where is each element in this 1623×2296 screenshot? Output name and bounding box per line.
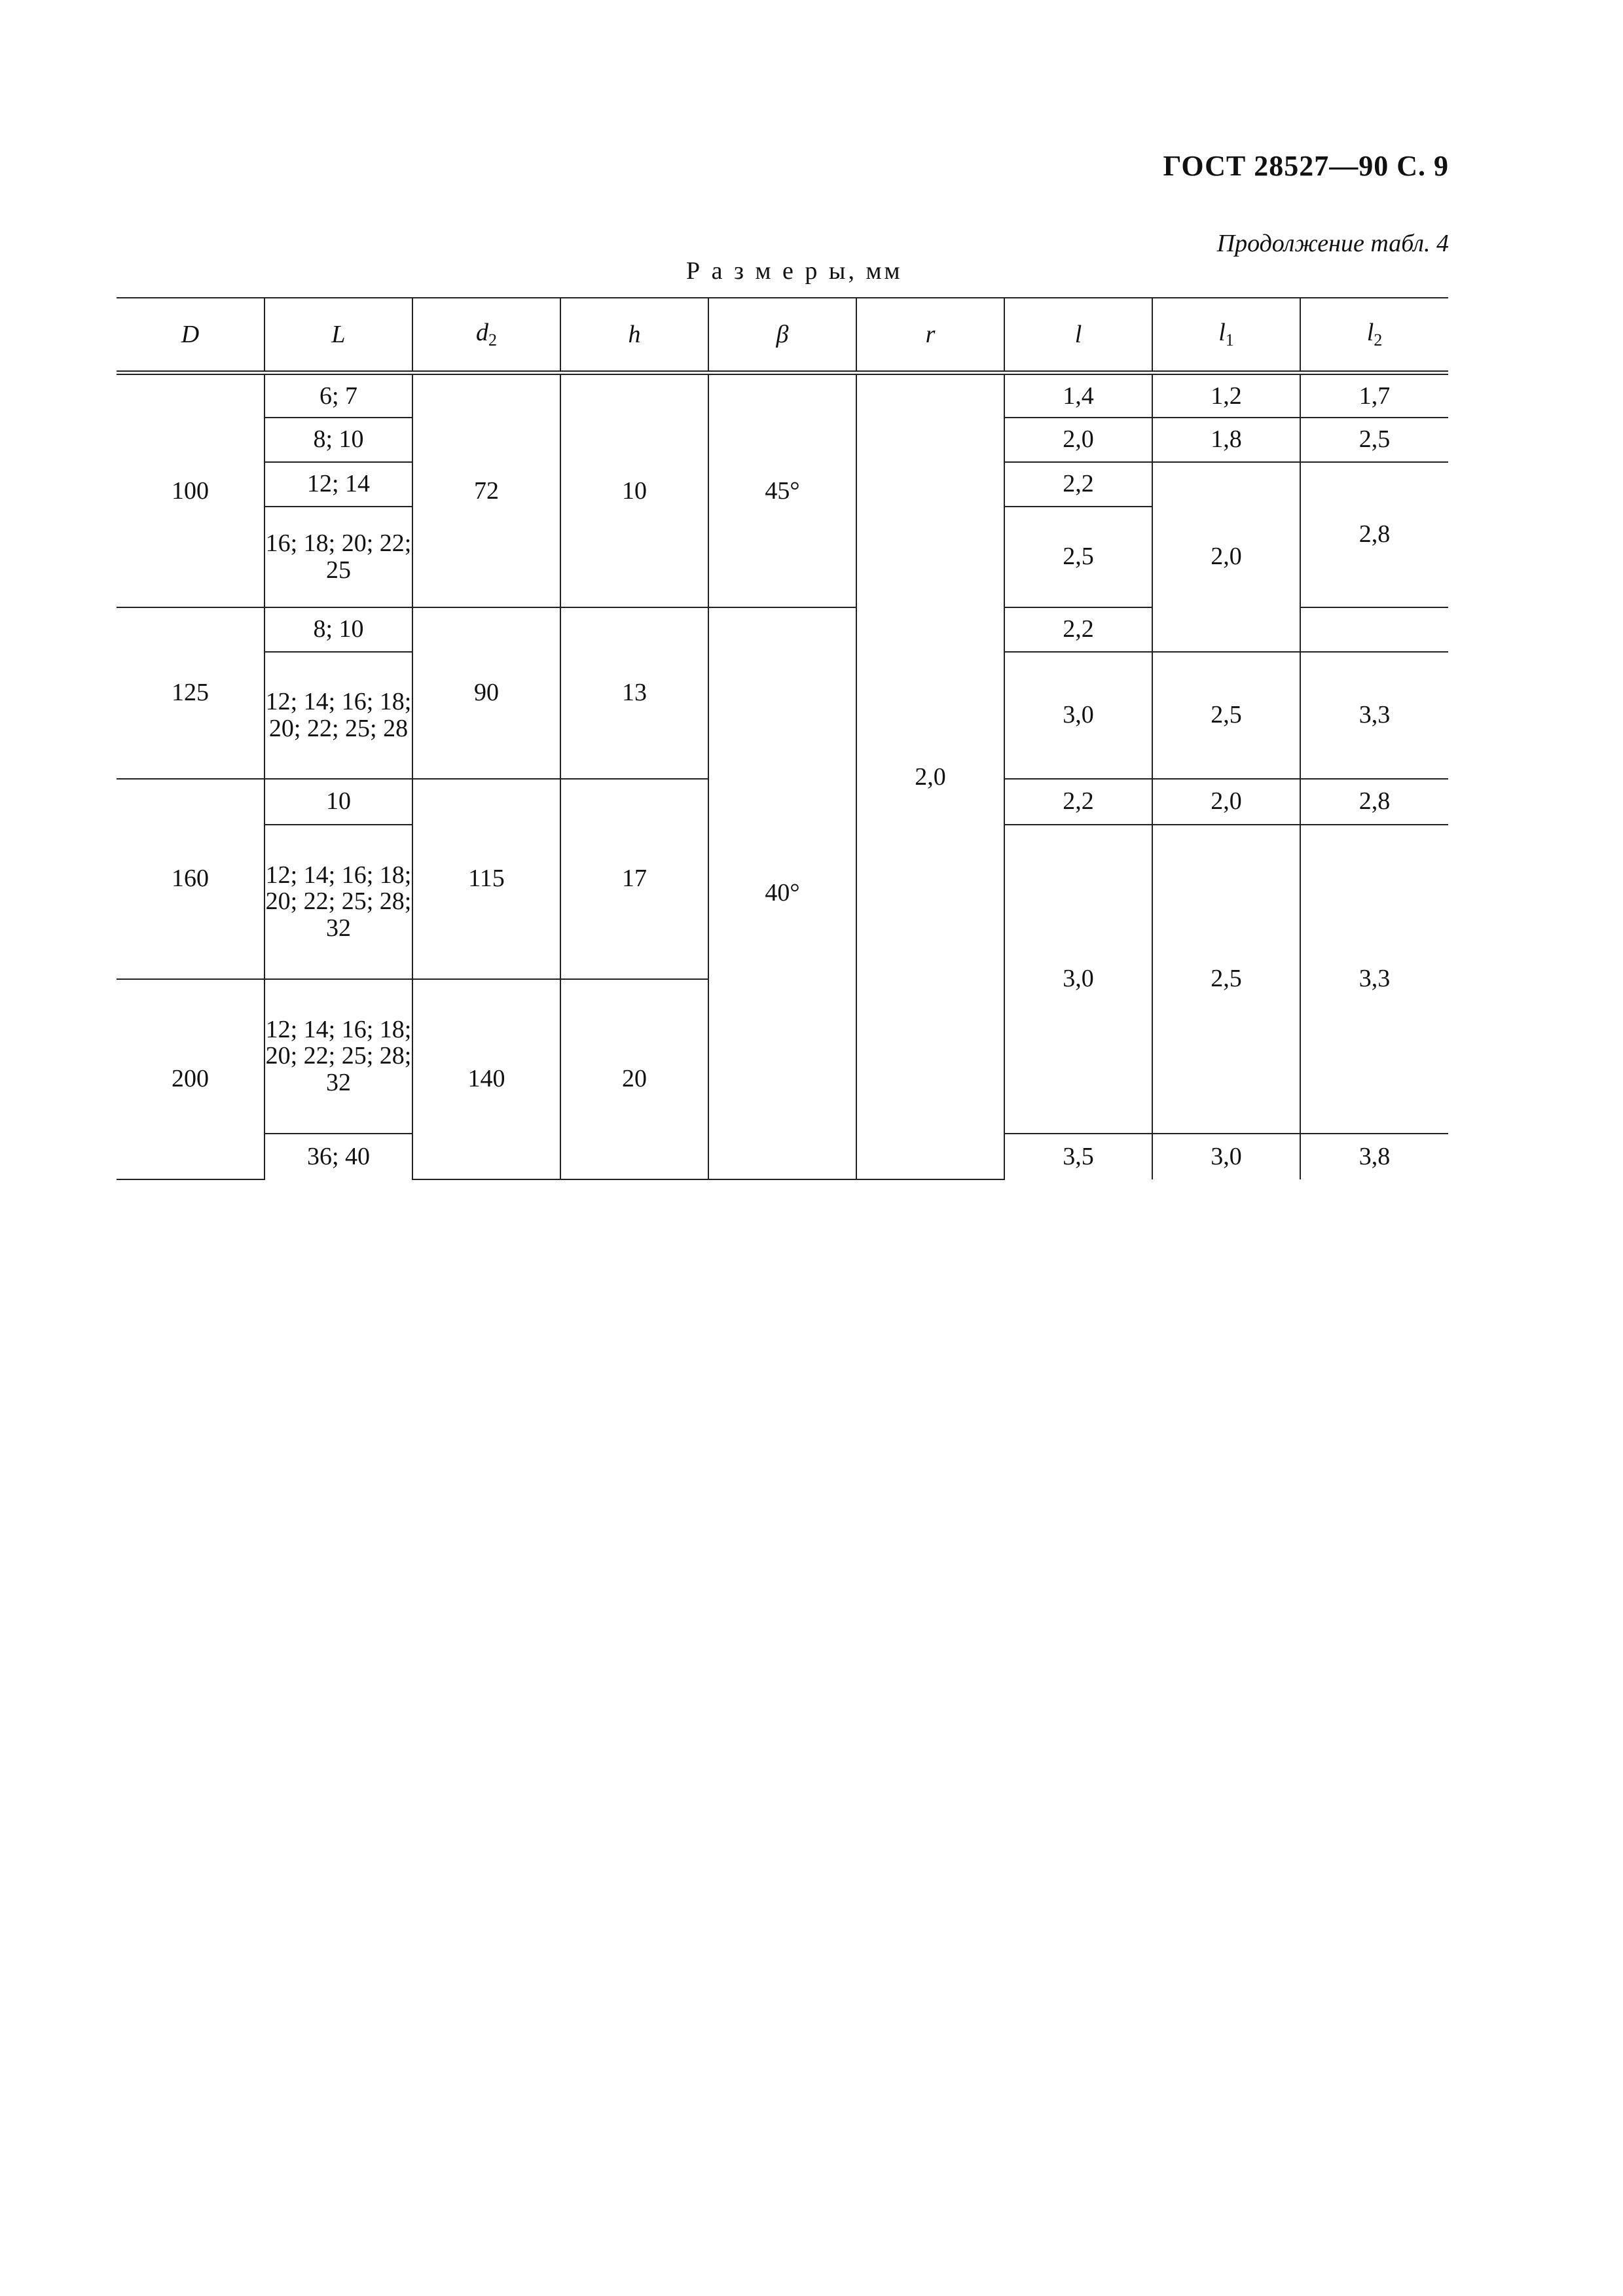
cell-l2: 3,3 xyxy=(1300,825,1448,1134)
cell-l1: 2,0 xyxy=(1152,462,1300,652)
cell-L: 12; 14; 16; 18; 20; 22; 25; 28; 32 xyxy=(264,979,412,1134)
cell-l: 2,2 xyxy=(1004,462,1152,507)
cell-d2: 90 xyxy=(412,607,560,779)
cell-l: 3,0 xyxy=(1004,652,1152,779)
cell-l1: 2,5 xyxy=(1152,652,1300,779)
col-header-h: h xyxy=(560,298,708,373)
cell-l: 2,2 xyxy=(1004,607,1152,652)
cell-l2: 3,3 xyxy=(1300,652,1448,779)
cell-L: 36; 40 xyxy=(264,1134,412,1179)
table-caption: Р а з м е р ы, мм xyxy=(686,257,903,285)
col-header-l2 xyxy=(1300,298,1448,373)
cell-L: 10 xyxy=(264,779,412,825)
cell-l: 3,0 xyxy=(1004,825,1152,1134)
cell-L: 16; 18; 20; 22; 25 xyxy=(264,507,412,607)
col-header-L: L xyxy=(264,298,412,373)
col-header-r: r xyxy=(856,298,1004,373)
cell-l1: 2,0 xyxy=(1152,779,1300,825)
cell-d2: 72 xyxy=(412,373,560,607)
col-header-l1 xyxy=(1152,298,1300,373)
cell-d2: 140 xyxy=(412,979,560,1179)
cell-L: 12; 14 xyxy=(264,462,412,507)
cell-D: 200 xyxy=(117,979,264,1179)
col-header-d2 xyxy=(412,298,560,373)
d2-symbol: d xyxy=(476,319,488,347)
cell-L: 8; 10 xyxy=(264,418,412,462)
cell-h: 10 xyxy=(560,373,708,607)
cell-l2 xyxy=(1300,607,1448,652)
cell-l2: 3,8 xyxy=(1300,1134,1448,1179)
table-row xyxy=(117,373,1448,418)
cell-l1: 2,5 xyxy=(1152,825,1300,1134)
l2-subscript: 2 xyxy=(1374,331,1383,350)
cell-d2: 115 xyxy=(412,779,560,979)
cell-l1: 1,2 xyxy=(1152,373,1300,418)
cell-l: 2,5 xyxy=(1004,507,1152,607)
standard-reference: ГОСТ 28527—90 С. 9 xyxy=(1163,150,1449,182)
cell-D: 160 xyxy=(117,779,264,979)
d2-subscript: 2 xyxy=(488,331,497,350)
cell-beta: 40° xyxy=(708,607,856,1179)
col-header-beta: β xyxy=(708,298,856,373)
cell-h: 13 xyxy=(560,607,708,779)
col-header-l: l xyxy=(1004,298,1152,373)
l1-symbol: l xyxy=(1218,319,1226,347)
cell-l: 3,5 xyxy=(1004,1134,1152,1179)
cell-beta: 45° xyxy=(708,373,856,607)
cell-l2: 1,7 xyxy=(1300,373,1448,418)
cell-l1: 3,0 xyxy=(1152,1134,1300,1179)
cell-L: 8; 10 xyxy=(264,607,412,652)
cell-L: 6; 7 xyxy=(264,373,412,418)
dimensions-table xyxy=(117,297,1448,1180)
cell-L: 12; 14; 16; 18; 20; 22; 25; 28; 32 xyxy=(264,825,412,979)
cell-l: 2,0 xyxy=(1004,418,1152,462)
table-header-row xyxy=(117,298,1448,373)
cell-l: 1,4 xyxy=(1004,373,1152,418)
cell-l: 2,2 xyxy=(1004,779,1152,825)
cell-l2: 2,8 xyxy=(1300,462,1448,607)
cell-h: 17 xyxy=(560,779,708,979)
l1-subscript: 1 xyxy=(1225,331,1234,350)
cell-L: 12; 14; 16; 18; 20; 22; 25; 28 xyxy=(264,652,412,779)
cell-l1: 1,8 xyxy=(1152,418,1300,462)
col-header-D: D xyxy=(117,298,264,373)
l2-symbol: l xyxy=(1366,319,1374,347)
table-continuation-note: Продолжение табл. 4 xyxy=(1216,230,1449,257)
cell-l2: 2,8 xyxy=(1300,779,1448,825)
cell-h: 20 xyxy=(560,979,708,1179)
cell-l2: 2,5 xyxy=(1300,418,1448,462)
cell-D: 100 xyxy=(117,373,264,607)
cell-r: 2,0 xyxy=(856,373,1004,1179)
cell-D: 125 xyxy=(117,607,264,779)
